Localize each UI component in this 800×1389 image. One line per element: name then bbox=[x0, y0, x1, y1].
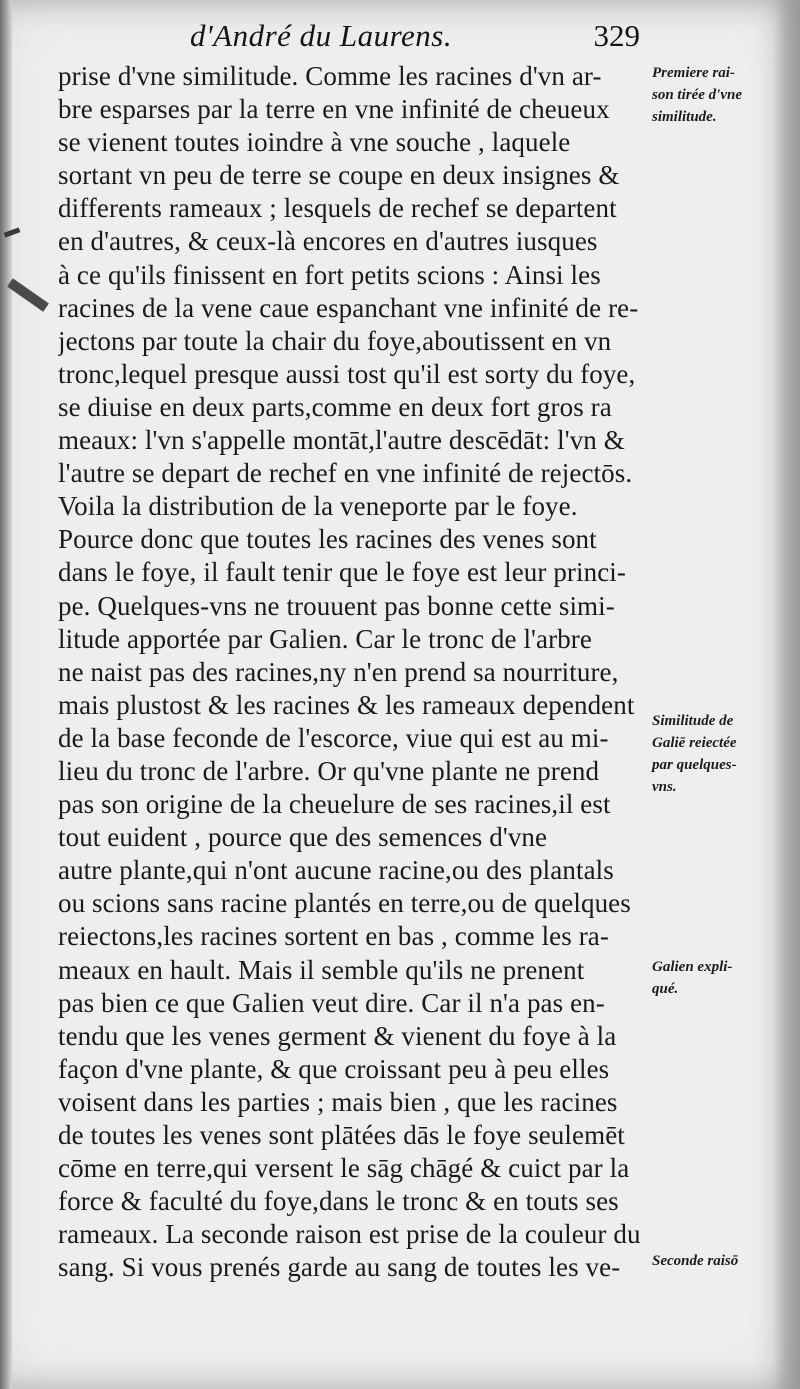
marginal-note-galien-explique bbox=[652, 956, 792, 1000]
text-line: force & faculté du foye,dans le tronc & en touts ses bbox=[58, 1186, 619, 1217]
text-line: differents rameaux ; lesquels de rechef se departent bbox=[58, 193, 617, 224]
text-line: sortant vn peu de terre se coupe en deux insignes & bbox=[58, 160, 620, 191]
page-number: 329 bbox=[593, 18, 640, 53]
text-line: Pource donc que toutes les racines des venes sont bbox=[58, 524, 597, 555]
text-line: jectons par toute la chair du foye,aboutissent en vn bbox=[58, 325, 612, 356]
marginal-note-line: Premiere rai- bbox=[652, 65, 735, 81]
text-line: à ce qu'ils finissent en fort petits scions : Ainsi les bbox=[58, 259, 601, 290]
running-title: d'André du Laurens. bbox=[190, 18, 453, 53]
marginal-note-premiere-raison bbox=[652, 62, 792, 128]
text-line: autre plante,qui n'ont aucune racine,ou des plantals bbox=[58, 855, 614, 886]
text-line: ou scions sans racine plantés en terre,ou de quelques bbox=[58, 888, 631, 919]
text-line: litude apportée par Galien. Car le tronc de l'arbre bbox=[58, 623, 592, 654]
text-line: pas son origine de la cheuelure de ses racines,il est bbox=[58, 789, 611, 820]
text-line: se vienent toutes ioindre à vne souche , laquele bbox=[58, 127, 571, 158]
body-text bbox=[58, 60, 658, 1284]
marginal-note-line: par quelques- bbox=[652, 757, 737, 773]
text-line: dans le foye, il fault tenir que le foye est leur princi- bbox=[58, 557, 626, 588]
text-line: tronc,lequel presque aussi tost qu'il est sorty du foye, bbox=[58, 358, 636, 389]
marginal-note-line: Galien expli- bbox=[652, 959, 733, 975]
marginal-note-line: Seconde raisō bbox=[652, 1253, 739, 1269]
text-line: meaux en hault. Mais il semble qu'ils ne prenent bbox=[58, 954, 585, 985]
text-line: voisent dans les parties ; mais bien , que les racines bbox=[58, 1086, 618, 1117]
text-line: prise d'vne similitude. Comme les racines d'vn ar- bbox=[58, 61, 602, 91]
marginal-note-line: son tirée d'vne bbox=[652, 87, 742, 103]
text-line: sang. Si vous prenés garde au sang de toutes les ve- bbox=[58, 1252, 621, 1283]
page-left-edge-shadow bbox=[0, 0, 12, 1389]
text-line: racines de la vene caue espanchant vne infinité de re- bbox=[58, 292, 639, 323]
margin-ink-mark bbox=[7, 278, 49, 311]
text-line: reiectons,les racines sortent en bas , comme les ra- bbox=[58, 921, 609, 952]
page-header bbox=[60, 14, 650, 58]
marginal-note-line: similitude. bbox=[652, 109, 717, 125]
text-line: de la base feconde de l'escorce, viue qui est au mi- bbox=[58, 722, 609, 753]
text-line: ne naist pas des racines,ny n'en prend sa nourriture, bbox=[58, 656, 619, 687]
text-line: lieu du tronc de l'arbre. Or qu'vne plante ne prend bbox=[58, 755, 600, 786]
text-line: de toutes les venes sont plātées dās le foye seulemēt bbox=[58, 1120, 625, 1150]
text-line: façon d'vne plante, & que croissant peu à peu elles bbox=[58, 1053, 610, 1084]
text-line: pe. Quelques-vns ne trouuent pas bonne cette simi- bbox=[58, 590, 615, 621]
text-line: Voila la distribution de la veneporte par le foye. bbox=[58, 491, 578, 522]
text-line: cōme en terre,qui versent le sāg chāgé & cuict par la bbox=[58, 1153, 630, 1184]
text-line: pas bien ce que Galien veut dire. Car il n'a pas en- bbox=[58, 987, 605, 1018]
marginal-note-line: Similitude de bbox=[652, 713, 734, 729]
text-line: meaux: l'vn s'appelle montāt,l'autre descēdāt: l'vn & bbox=[58, 425, 625, 456]
text-line: en d'autres, & ceux-là encores en d'autres iusques bbox=[58, 226, 598, 257]
marginal-note-seconde-raison bbox=[652, 1250, 792, 1272]
text-line: tendu que les venes germent & vienent du foye à la bbox=[58, 1020, 617, 1051]
text-line: bre esparses par la terre en vne infinité de cheueux bbox=[58, 94, 610, 125]
text-line: tout euident , pource que des semences d'vne bbox=[58, 822, 548, 853]
marginal-note-line: qué. bbox=[652, 981, 679, 997]
marginal-note-line: vns. bbox=[652, 779, 677, 795]
text-line: rameaux. La seconde raison est prise de la couleur du bbox=[58, 1219, 641, 1250]
marginal-note-similitude-reiectee bbox=[652, 710, 792, 798]
marginal-note-line: Galiē reiectée bbox=[652, 735, 737, 751]
page-right-edge-shadow bbox=[774, 0, 800, 1389]
text-line: se diuise en deux parts,comme en deux fort gros ra bbox=[58, 391, 612, 422]
text-line: l'autre se depart de rechef en vne infinité de rejectōs. bbox=[58, 458, 633, 489]
text-line: mais plustost & les racines & les rameaux dependent bbox=[58, 689, 635, 720]
